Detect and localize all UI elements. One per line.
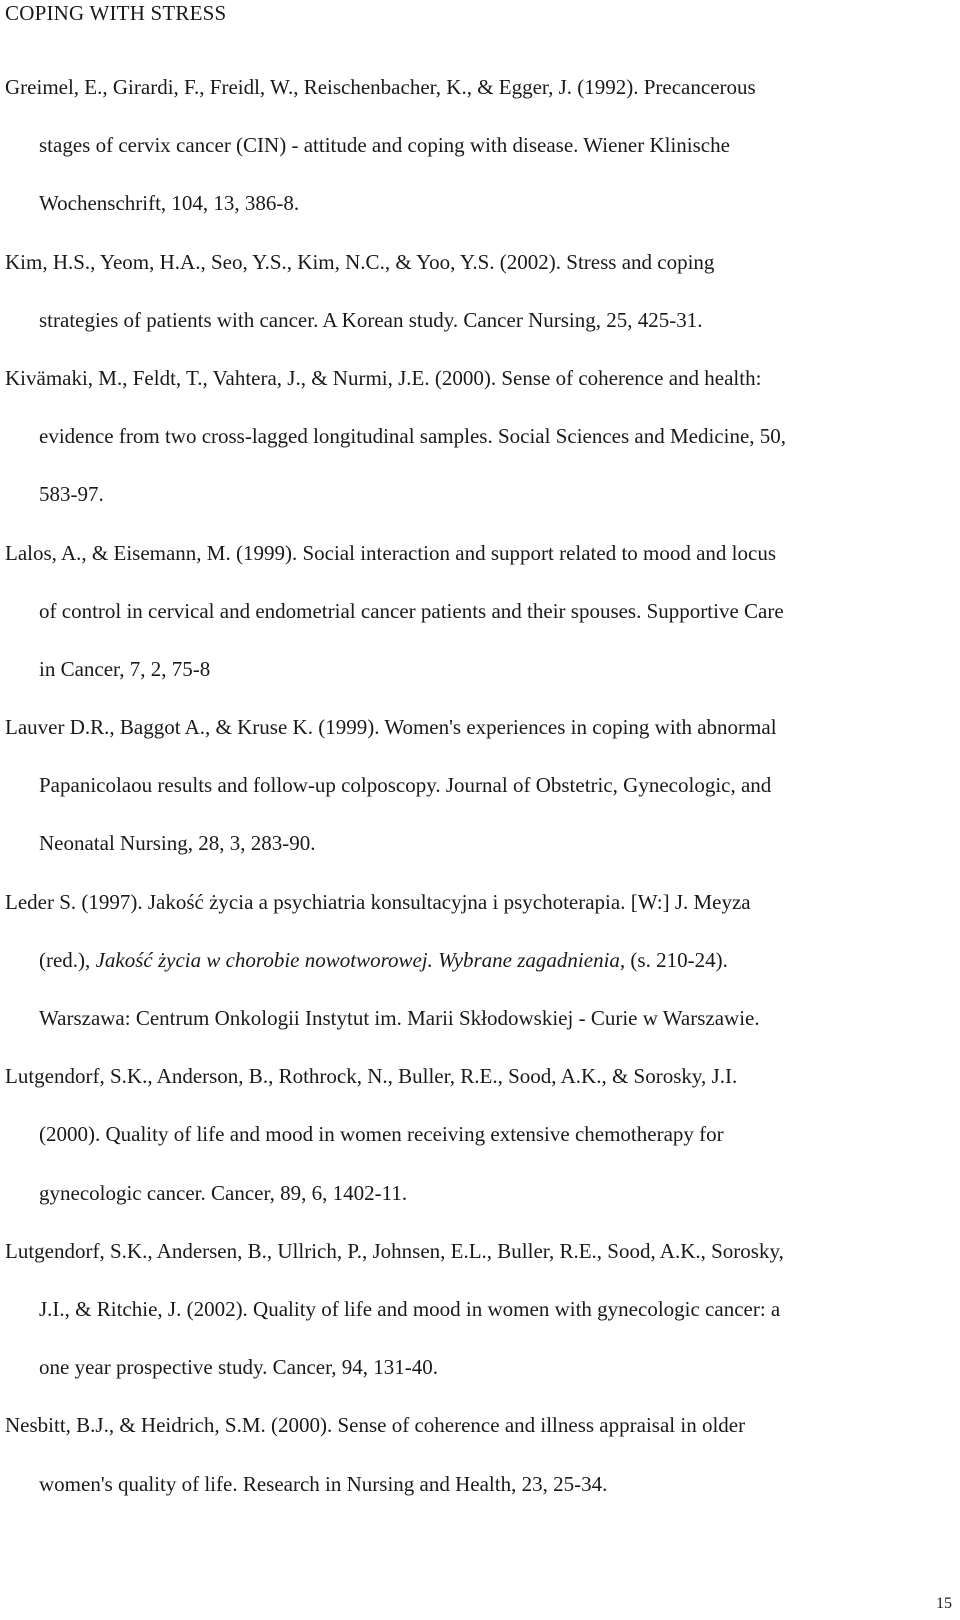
reference-leder-1997 (5, 873, 950, 1048)
reference-line: Kim, H.S., Yeom, H.A., Seo, Y.S., Kim, N.C., & Yoo, Y.S. (2002). Stress and coping (5, 249, 715, 274)
reference-kivamaki-2000 (5, 349, 950, 524)
reference-line: Nesbitt, B.J., & Heidrich, S.M. (2000). Sense of coherence and illness appraisal in older (5, 1413, 746, 1438)
reference-nesbitt-2000 (5, 1396, 950, 1512)
reference-line: Warszawa: Centrum Onkologii Instytut im. Marii Skłodowskiej - Curie w Warszawie. (39, 1006, 760, 1030)
reference-line: Greimel, E., Girardi, F., Freidl, W., Reischenbacher, K., & Egger, J. (1992). Precancerous (5, 75, 756, 99)
reference-line: 583-97. (39, 482, 104, 507)
reference-list (5, 58, 950, 1513)
reference-kim-2002 (5, 233, 950, 349)
reference-lalos-1999 (5, 524, 950, 699)
reference-line: Lutgendorf, S.K., Anderson, B., Rothrock, N., Buller, R.E., Sood, A.K., & Sorosky, J.I. (5, 1064, 738, 1089)
reference-line: of control in cervical and endometrial cancer patients and their spouses. Supportive Care (39, 598, 784, 623)
reference-lutgendorf-2000 (5, 1047, 950, 1222)
reference-line: Leder S. (1997). Jakość życia a psychiatria konsultacyjna i psychoterapia. [W:] J. Meyza (5, 889, 751, 914)
book-title: Jakość życia w chorobie nowotworowej. Wybrane zagadnienia, (95, 947, 626, 972)
reference-line: one year prospective study. Cancer, 94, 131-40. (39, 1355, 439, 1380)
reference-text: (s. 210-24). (625, 947, 728, 972)
reference-line: women's quality of life. Research in Nursing and Health, 23, 25-34. (39, 1471, 608, 1496)
running-head: COPING WITH STRESS (5, 1, 227, 25)
reference-line: Wochenschrift, 104, 13, 386-8. (39, 191, 300, 216)
reference-line: (2000). Quality of life and mood in women receiving extensive chemotherapy for (39, 1122, 724, 1147)
reference-line: evidence from two cross-lagged longitudinal samples. Social Sciences and Medicine, 50, (39, 424, 787, 449)
reference-line: J.I., & Ritchie, J. (2002). Quality of life and mood in women with gynecologic cancer: a (39, 1296, 781, 1321)
reference-line: Kivämaki, M., Feldt, T., Vahtera, J., & Nurmi, J.E. (2000). Sense of coherence and health: (5, 365, 762, 390)
reference-line: Lutgendorf, S.K., Andersen, B., Ullrich, P., Johnsen, E.L., Buller, R.E., Sood, A.K., Sorosky, (5, 1238, 784, 1263)
reference-line: Neonatal Nursing, 28, 3, 283-90. (39, 831, 316, 856)
reference-greimel-1992 (5, 58, 950, 233)
reference-lutgendorf-2002 (5, 1222, 950, 1397)
reference-lauver-1999 (5, 698, 950, 873)
reference-line: strategies of patients with cancer. A Korean study. Cancer Nursing, 25, 425-31. (39, 307, 703, 332)
reference-line: Lauver D.R., Baggot A., & Kruse K. (1999). Women's experiences in coping with abnormal (5, 715, 777, 740)
reference-line (5, 931, 950, 989)
reference-text: (red.), (39, 947, 96, 972)
page-number: 15 (936, 1595, 952, 1612)
reference-line: stages of cervix cancer (CIN) - attitude and coping with disease. Wiener Klinische (39, 133, 730, 158)
reference-line: in Cancer, 7, 2, 75-8 (39, 656, 211, 681)
reference-line: gynecologic cancer. Cancer, 89, 6, 1402-11. (39, 1180, 408, 1205)
reference-line: Papanicolaou results and follow-up colposcopy. Journal of Obstetric, Gynecologic, and (39, 773, 772, 798)
reference-line: Lalos, A., & Eisemann, M. (1999). Social interaction and support related to mood and locus (5, 540, 777, 565)
